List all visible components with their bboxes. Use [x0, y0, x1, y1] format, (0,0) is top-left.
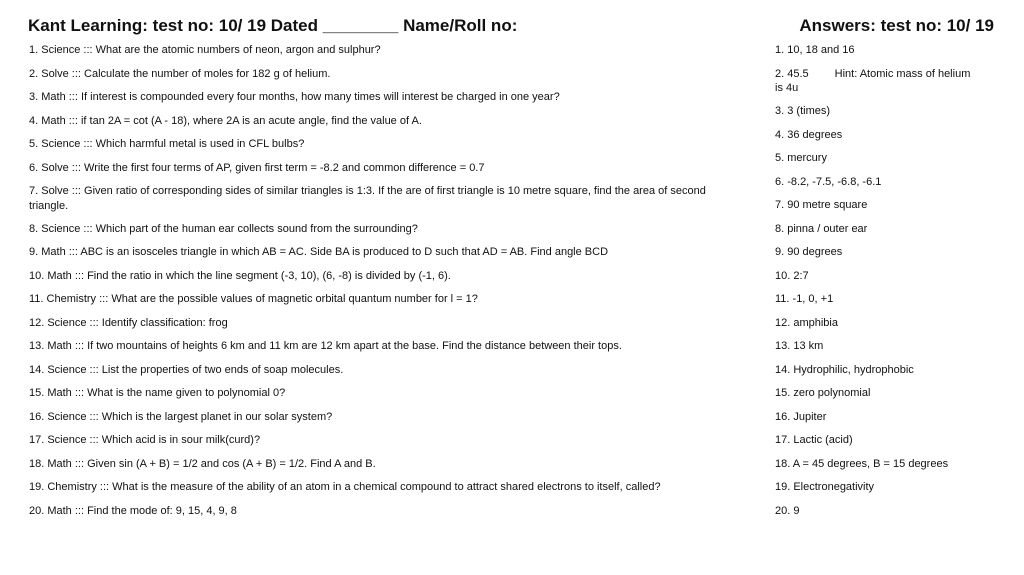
question-item: 6. Solve ::: Write the first four terms of AP, given first term = -8.2 and common difference = 0.7	[29, 161, 485, 174]
answer-item: 8. pinna / outer ear	[775, 222, 868, 235]
answer-item: 19. Electronegativity	[775, 481, 875, 493]
question-item: 12. Science ::: Identify classification: frog	[29, 316, 228, 329]
question-item: 10. Math ::: Find the ratio in which the line segment (-3, 10), (6, -8) is divided by (-1, 6).	[29, 269, 451, 282]
question-item: 8. Science ::: Which part of the human ear collects sound from the surrounding?	[29, 222, 418, 235]
answer-item: 7. 90 metre square	[775, 199, 868, 211]
question-item: 5. Science ::: Which harmful metal is used in CFL bulbs?	[29, 138, 305, 150]
question-item: 15. Math ::: What is the name given to polynomial 0?	[29, 387, 286, 399]
question-item: 17. Science ::: Which acid is in sour milk(curd)?	[29, 434, 261, 446]
answer-value: 2. 45.5	[775, 67, 809, 80]
question-item: 2. Solve ::: Calculate the number of moles for 182 g of helium.	[29, 67, 331, 80]
answer-item: 4. 36 degrees	[775, 128, 843, 141]
question-item: 20. Math ::: Find the mode of: 9, 15, 4, 9, 8	[29, 504, 237, 517]
answer-item: 16. Jupiter	[775, 410, 827, 423]
answer-item: 11. -1, 0, +1	[775, 293, 834, 305]
answer-item: 12. amphibia	[775, 316, 838, 329]
answers-list	[775, 43, 975, 527]
question-item: 1. Science ::: What are the atomic numbers of neon, argon and sulphur?	[29, 44, 381, 56]
answers-title: Answers: test no: 10/ 19	[799, 16, 994, 35]
answer-item: 20. 9	[775, 504, 800, 517]
answer-item: 13. 13 km	[775, 340, 824, 352]
answer-item: 14. Hydrophilic, hydrophobic	[775, 363, 914, 376]
answer-item: 15. zero polynomial	[775, 387, 871, 399]
questions-list	[29, 43, 719, 527]
question-item: 4. Math ::: if tan 2A = cot (A - 18), where 2A is an acute angle, find the value of A.	[29, 114, 422, 127]
question-item: 19. Chemistry ::: What is the measure of the ability of an atom in a chemical compound to attract shared electrons to itself, called?	[29, 481, 661, 493]
answer-hint: Hint: Atomic mass of helium is 4u	[775, 67, 971, 94]
answer-item: 9. 90 degrees	[775, 246, 843, 258]
question-item: 18. Math ::: Given sin (A + B) = 1/2 and cos (A + B) = 1/2. Find A and B.	[29, 457, 376, 470]
answer-item: 17. Lactic (acid)	[775, 434, 853, 446]
answer-item: 1. 10, 18 and 16	[775, 44, 855, 56]
answer-item: 6. -8.2, -7.5, -6.8, -6.1	[775, 175, 882, 188]
test-title: Kant Learning: test no: 10/ 19 Dated ________ Name/Roll no:	[28, 16, 518, 35]
question-item: 16. Science ::: Which is the largest planet in our solar system?	[29, 410, 333, 423]
answer-item: 10. 2:7	[775, 269, 809, 282]
question-item: 14. Science ::: List the properties of two ends of soap molecules.	[29, 363, 344, 376]
question-item: 11. Chemistry ::: What are the possible values of magnetic orbital quantum number for l = 1?	[29, 293, 478, 305]
answer-item: 18. A = 45 degrees, B = 15 degrees	[775, 457, 949, 470]
answer-item: 5. mercury	[775, 152, 827, 164]
question-item: 13. Math ::: If two mountains of heights 6 km and 11 km are 12 km apart at the base. Find the distance between their tops.	[29, 340, 622, 352]
answer-item	[775, 67, 975, 96]
answer-item: 3. 3 (times)	[775, 105, 831, 117]
question-item: 7. Solve ::: Given ratio of corresponding sides of similar triangles is 1:3. If the are of first triangle is 10 metre square, find the area of second triangle.	[29, 185, 706, 212]
question-item: 9. Math ::: ABC is an isosceles triangle in which AB = AC. Side BA is produced to D such that AD = AB. Find angle BCD	[29, 246, 609, 258]
question-item: 3. Math ::: If interest is compounded every four months, how many times will interest be charged in one year?	[29, 91, 560, 103]
